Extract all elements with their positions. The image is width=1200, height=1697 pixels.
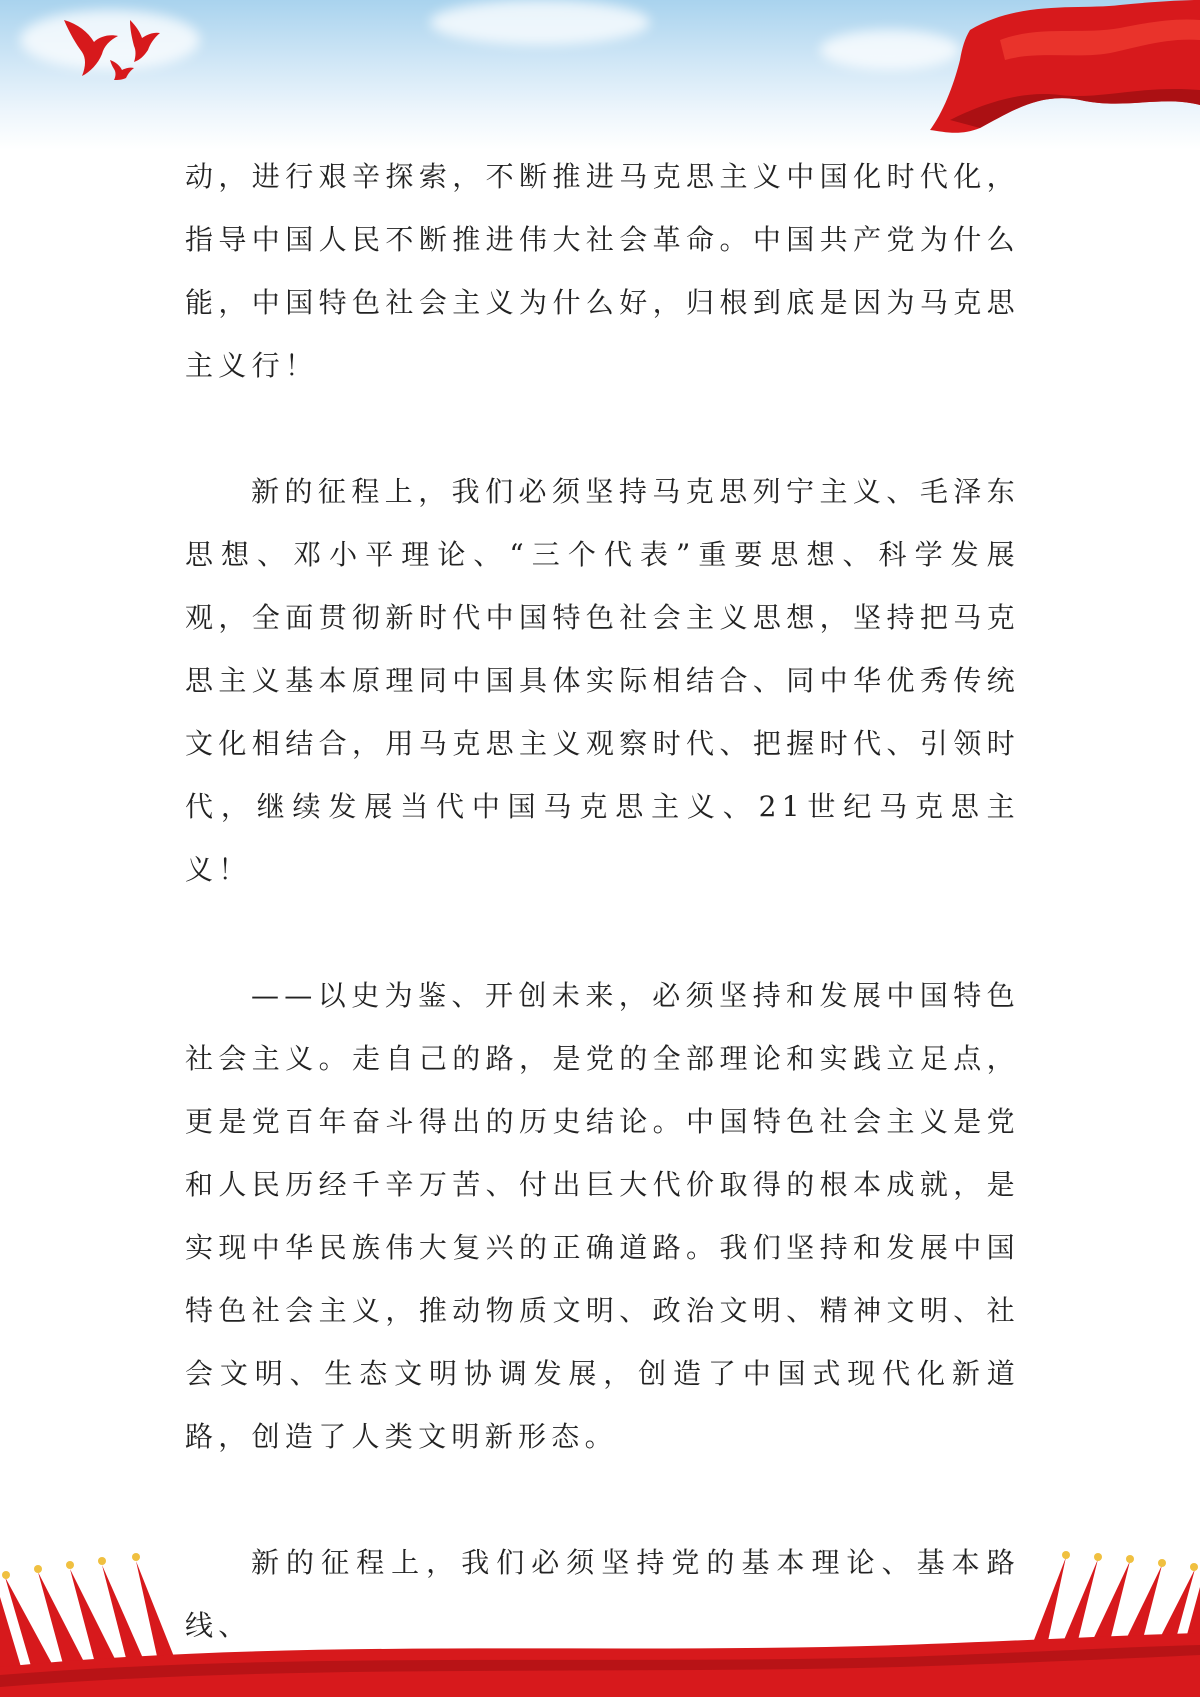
paragraph: 新的征程上，我们必须坚持马克思列宁主义、毛泽东思想、邓小平理论、“三个代表”重要思想、科学发展观，全面贯彻新时代中国特色社会主义思想，坚持把马克思主义基本原理同中国具体实际相结合、同中华优秀传统文化相结合，用马克思主义观察时代、把握时代、引领时代，继续发展当代中国马克思主义、21世纪马克思主义！ — [185, 475, 1020, 886]
paragraph: 新的征程上，我们必须坚持党的基本理论、基本路线、 — [185, 1546, 1020, 1642]
red-flag-icon — [910, 0, 1200, 140]
paragraph: 动，进行艰辛探索，不断推进马克思主义中国化时代化，指导中国人民不断推进伟大社会革命。中国共产党为什么能，中国特色社会主义为什么好，归根到底是因为马克思主义行！ — [185, 160, 1020, 382]
article-body — [185, 145, 1020, 1657]
red-flags-ribbon-icon — [0, 1547, 1200, 1697]
paragraph: ——以史为鉴、开创未来，必须坚持和发展中国特色社会主义。走自己的路，是党的全部理论和实践立足点，更是党百年奋斗得出的历史结论。中国特色社会主义是党和人民历经千辛万苦、付出巨大代价取得的根本成就，是实现中华民族伟大复兴的正确道路。我们坚持和发展中国特色社会主义，推动物质文明、政治文明、精神文明、社会文明、生态文明协调发展，创造了中国式现代化新道路，创造了人类文明新形态。 — [185, 979, 1020, 1453]
cloud-decoration — [430, 0, 650, 45]
doves-icon — [60, 14, 180, 84]
